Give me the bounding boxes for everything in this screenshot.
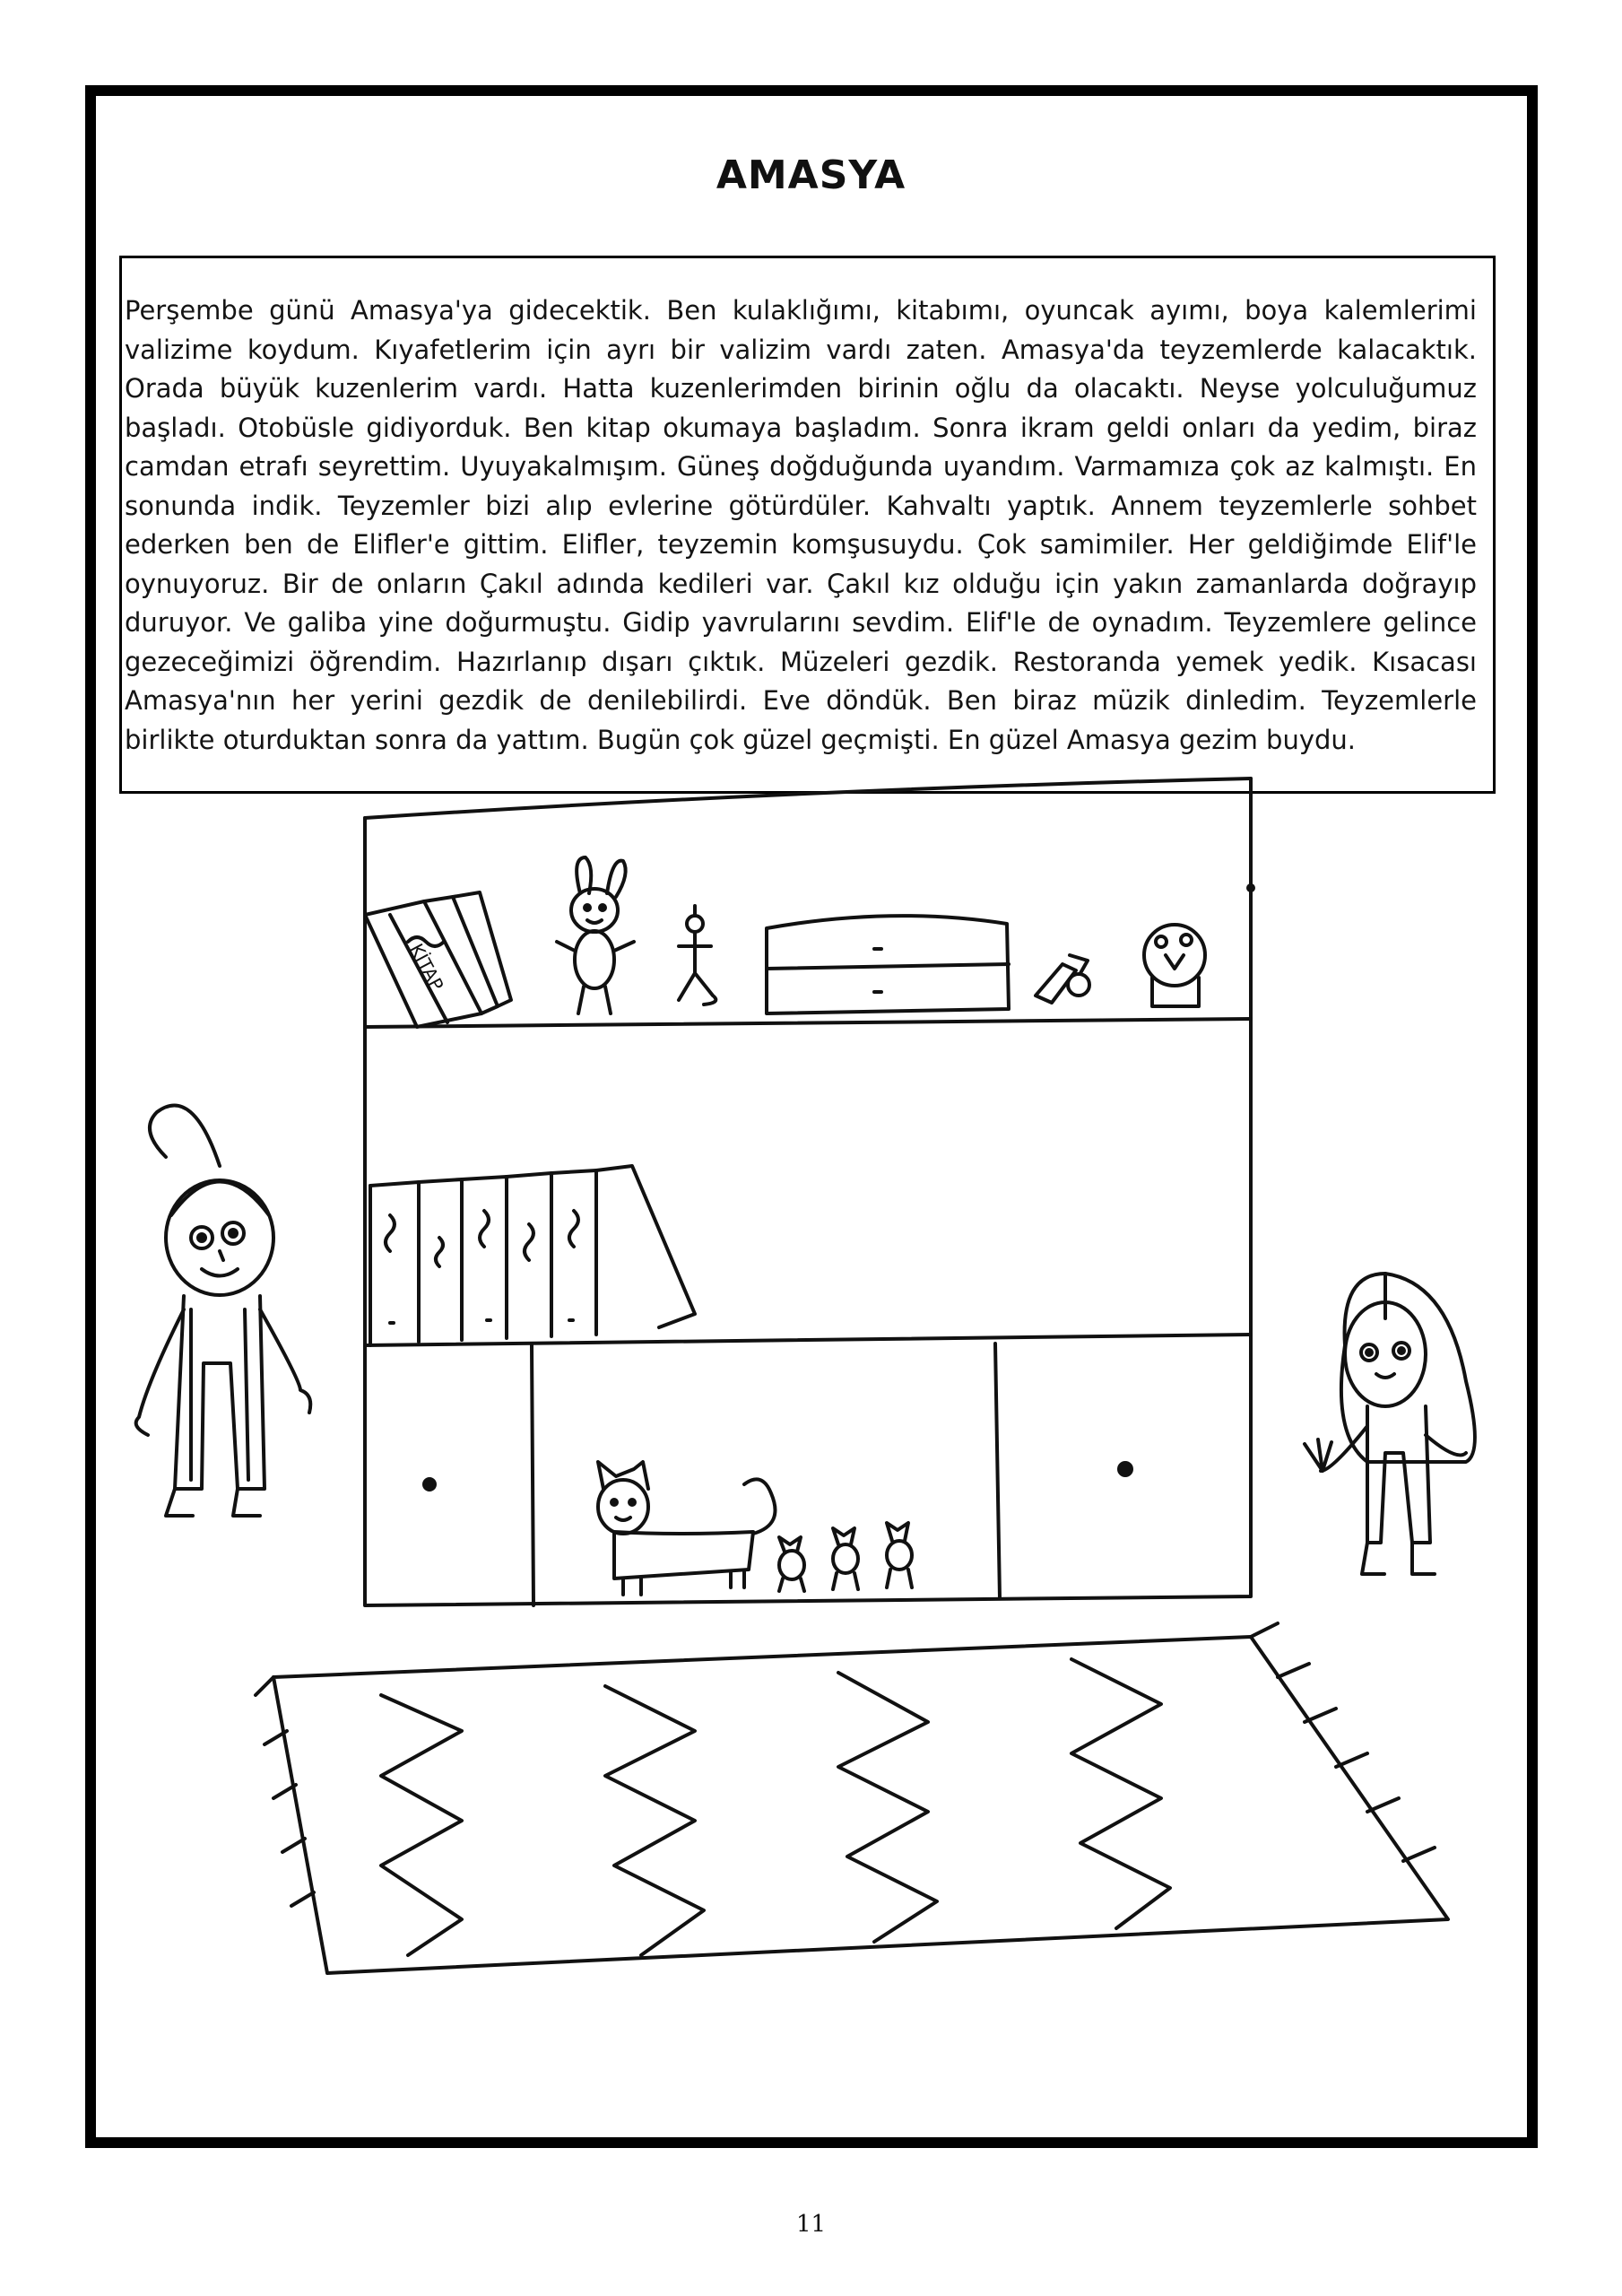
cat-family bbox=[598, 1462, 912, 1595]
bookshelf bbox=[365, 778, 1253, 1605]
books-middle bbox=[370, 1166, 695, 1345]
rug bbox=[256, 1623, 1448, 1973]
person-right bbox=[1305, 1274, 1475, 1574]
page-number: 11 bbox=[795, 2211, 827, 2238]
trophy bbox=[1036, 955, 1089, 1003]
book-label: KİTAP bbox=[405, 940, 448, 995]
figurine bbox=[679, 906, 716, 1004]
story-text: Perşembe günü Amasya'ya gidecektik. Ben kulaklığımı, kitabımı, oyuncak ayımı, boya kalemlerimi valizime koydum. Kıyafetlerim için ayrı bir valizim vardı zaten. Amasya'da teyzemlerde kalacaktık. Orada büyük kuzenlerim vardı. Hatta kuzenlerimden birinin oğlu da olacaktı. Neyse yolculuğumuz başladı. Otobüsle gidiyorduk. Ben kitap okumaya başladım. Sonra ikram geldi onları da yedim, biraz camdan etrafı seyrettim. Uyuyakalmışım. Güneş doğduğunda uyandım. Varmamıza çok az kalmıştı. En sonunda indik. Teyzemler bizi alıp evlerine götürdüler. Kahvaltı yaptık. Annem teyzemlerle sohbet ederken ben de Elifler'e gittim. Elifler, teyzemin komşusuydu. Çok samimiler. Her geldiğimde Elif'le oynuyoruz. Bir de onların Çakıl adında kedileri var. Çakıl kız olduğu için yakın zamanlarda doğrayıp duruyor. Ve galiba yine doğurmuştu. Gidip yavrularını sevdim. Elif'le de oynadım. Teyzemlere gelince gezeceğimizi öğrendim. Hazırlanıp dışarı çıktık. Müzeleri gezdik. Restoranda yemek yedik. Kısacası Amasya'nın her yerini gezdik de denilebilirdi. Eve döndük. Ben biraz müzik dinledim. Teyzemlerle birlikte oturduktan sonra da yattım. Bugün çok güzel geçmişti. En güzel Amasya gezim buydu. bbox=[125, 295, 1477, 755]
drawer-box bbox=[767, 916, 1009, 1013]
snow-globe bbox=[1144, 925, 1205, 1006]
teddy-bear bbox=[557, 857, 634, 1013]
person-left bbox=[136, 1106, 311, 1517]
books-top bbox=[365, 892, 511, 1027]
page-title: AMASYA bbox=[716, 152, 906, 198]
child-drawing bbox=[85, 771, 1538, 2135]
